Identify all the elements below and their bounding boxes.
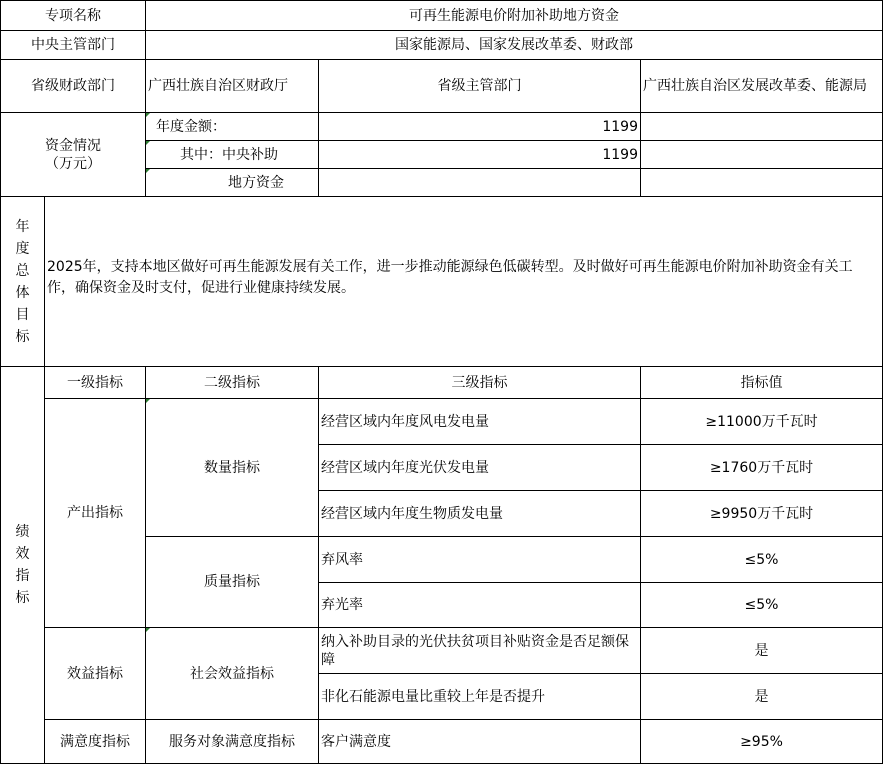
header-value: 指标值 bbox=[641, 367, 883, 399]
indicator-value: ≥9950万千瓦时 bbox=[641, 491, 883, 537]
funds-unit: （万元） bbox=[45, 155, 101, 172]
service-satisfaction-label: 服务对象满意度指标 bbox=[146, 720, 319, 764]
perf-char: 绩 bbox=[15, 524, 30, 540]
funds-label-text: 资金情况 bbox=[45, 137, 101, 154]
quality-indicator-label: 质量指标 bbox=[146, 537, 319, 628]
output-indicator-label: 产出指标 bbox=[45, 399, 146, 628]
satisfaction-indicator-label: 满意度指标 bbox=[45, 720, 146, 764]
central-dept: 国家能源局、国家发展改革委、财政部 bbox=[146, 31, 883, 60]
indicator-name: 经营区域内年度光伏发电量 bbox=[319, 445, 641, 491]
goal-char: 总 bbox=[15, 262, 30, 279]
social-benefit-label: 社会效益指标 bbox=[146, 628, 319, 720]
quantity-indicator-label: 数量指标 bbox=[146, 399, 319, 537]
performance-label bbox=[1, 367, 45, 764]
indicator-value: ≤5% bbox=[641, 583, 883, 628]
header-level1: 一级指标 bbox=[45, 367, 146, 399]
indicator-value: ≥1760万千瓦时 bbox=[641, 445, 883, 491]
local-funds-value bbox=[319, 169, 641, 197]
indicator-name: 经营区域内年度风电发电量 bbox=[319, 399, 641, 445]
annual-amount-value: 1199 bbox=[319, 113, 641, 141]
indicator-value: ≥95% bbox=[641, 720, 883, 764]
benefit-indicator-label: 效益指标 bbox=[45, 628, 146, 720]
prov-dept: 广西壮族自治区发展改革委、能源局 bbox=[641, 60, 883, 113]
central-subsidy-value: 1199 bbox=[319, 141, 641, 169]
funds-label bbox=[1, 113, 146, 197]
goal-char: 标 bbox=[15, 328, 30, 345]
project-name-label: 专项名称 bbox=[1, 1, 146, 31]
header-level3: 三级指标 bbox=[319, 367, 641, 399]
annual-amount-label: 年度金额： bbox=[146, 113, 319, 141]
perf-char: 效 bbox=[15, 546, 30, 562]
annual-goal-text: 2025年，支持本地区做好可再生能源发展有关工作，进一步推动能源绿色低碳转型。及时做好可再生能源电价附加补助资金有关工作，确保资金及时支付，促进行业健康持续发展。 bbox=[45, 197, 883, 367]
indicator-name: 弃风率 bbox=[319, 537, 641, 583]
goal-char: 度 bbox=[15, 240, 30, 257]
annual-goal-label bbox=[1, 197, 45, 367]
indicator-name: 纳入补助目录的光伏扶贫项目补贴资金是否足额保障 bbox=[319, 628, 641, 674]
prov-finance-label: 省级财政部门 bbox=[1, 60, 146, 113]
indicator-name: 非化石能源电量比重较上年是否提升 bbox=[319, 674, 641, 720]
goal-char: 年 bbox=[15, 218, 30, 235]
indicator-name: 弃光率 bbox=[319, 583, 641, 628]
goal-char: 体 bbox=[15, 284, 30, 301]
project-name: 可再生能源电价附加补助地方资金 bbox=[146, 1, 883, 31]
annual-amount-blank bbox=[641, 113, 883, 141]
central-subsidy-label: 其中：中央补助 bbox=[146, 141, 319, 169]
prov-dept-label: 省级主管部门 bbox=[319, 60, 641, 113]
indicator-value: 是 bbox=[641, 674, 883, 720]
local-funds-blank bbox=[641, 169, 883, 197]
perf-char: 指 bbox=[15, 568, 30, 584]
perf-char: 标 bbox=[15, 590, 30, 606]
indicator-value: 是 bbox=[641, 628, 883, 674]
prov-finance: 广西壮族自治区财政厅 bbox=[146, 60, 319, 113]
indicator-name: 经营区域内年度生物质发电量 bbox=[319, 491, 641, 537]
local-funds-label: 地方资金 bbox=[146, 169, 319, 197]
indicator-value: ≥11000万千瓦时 bbox=[641, 399, 883, 445]
central-dept-label: 中央主管部门 bbox=[1, 31, 146, 60]
indicator-name: 客户满意度 bbox=[319, 720, 641, 764]
central-subsidy-blank bbox=[641, 141, 883, 169]
goal-char: 目 bbox=[15, 306, 30, 323]
header-level2: 二级指标 bbox=[146, 367, 319, 399]
indicator-value: ≤5% bbox=[641, 537, 883, 583]
